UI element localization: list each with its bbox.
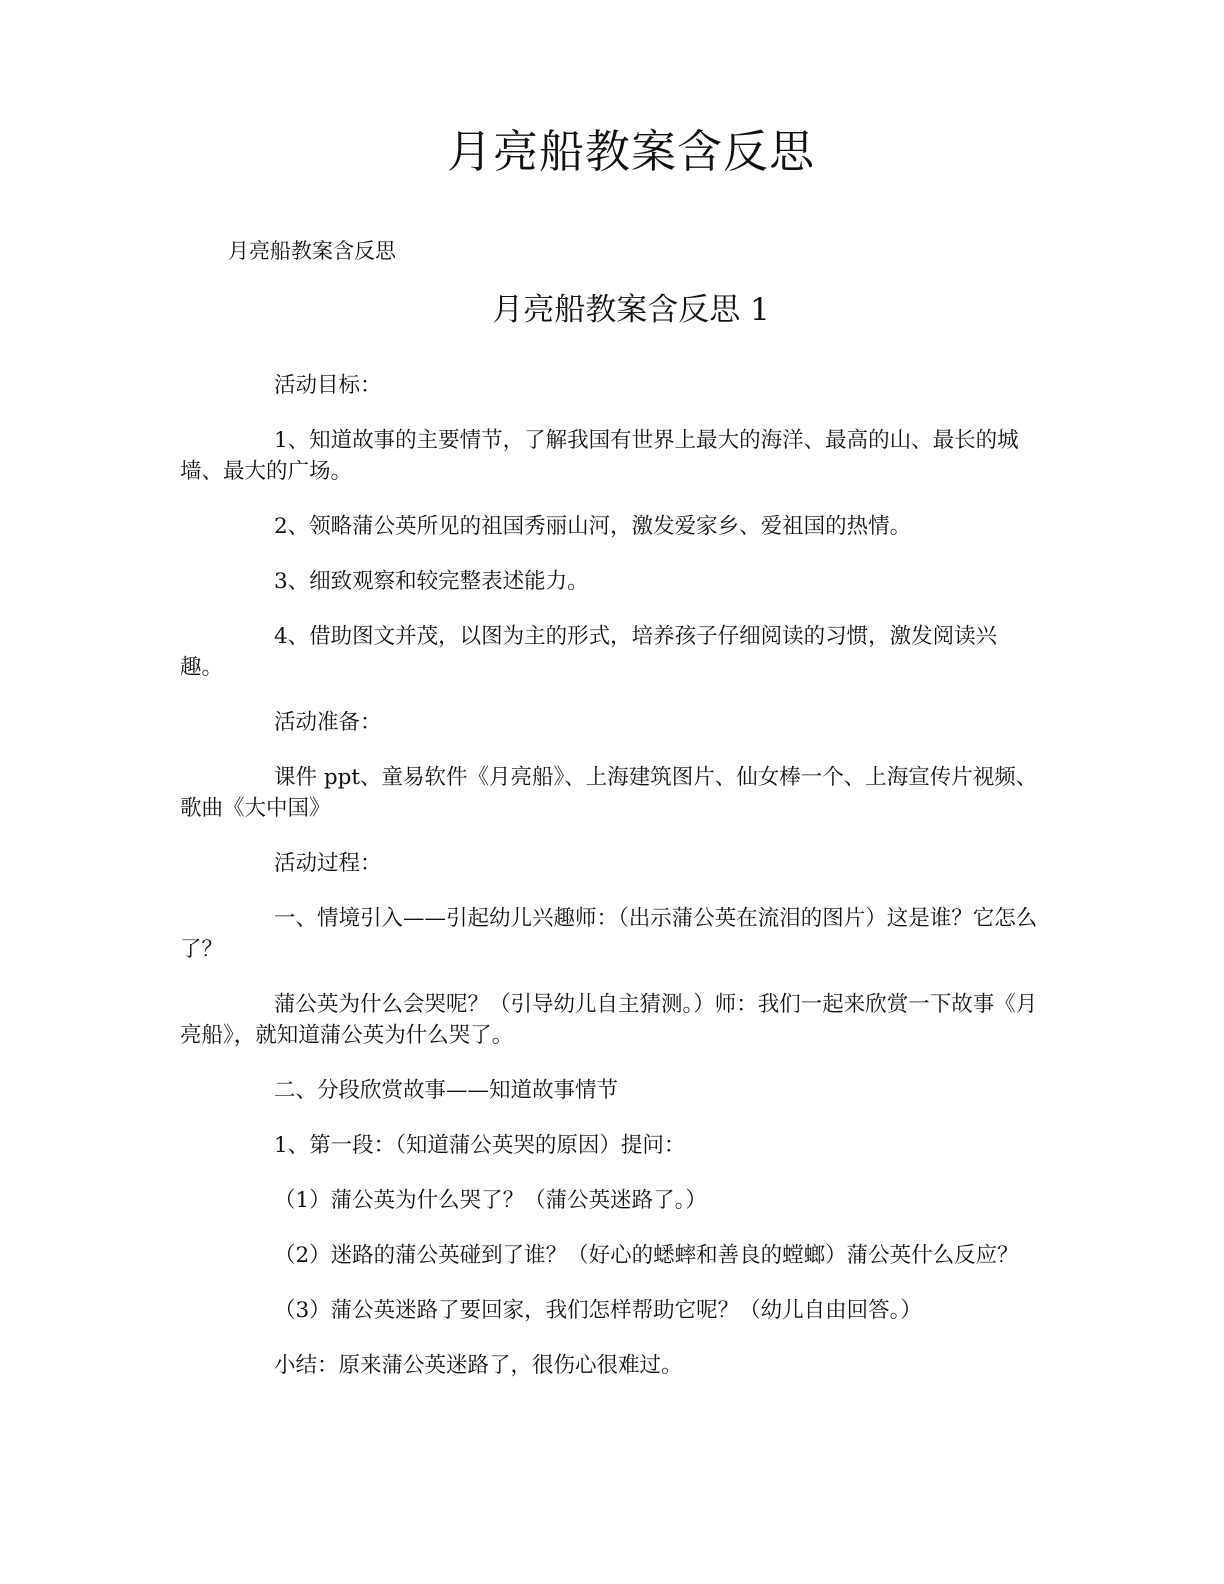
document-title: 月亮船教案含反思 [446, 125, 815, 178]
paragraph-question-2: （2）迷路的蒲公英碰到了谁？（好心的蟋蟀和善良的螳螂）蒲公英什么反应？ [274, 1243, 1019, 1268]
paragraph-step-2: 二、分段欣赏故事——知道故事情节 [274, 1078, 619, 1103]
paragraph-activity-goals-label: 活动目标： [274, 373, 382, 398]
paragraph-summary: 小结：原来蒲公英迷路了，很伤心很难过。 [274, 1353, 683, 1378]
paragraph-preparation-label: 活动准备： [274, 710, 382, 735]
paragraph-question-3: （3）蒲公英迷路了要回家，我们怎样帮助它呢？（幼儿自由回答。） [274, 1298, 922, 1323]
paragraph-step-1-detail: 蒲公英为什么会哭呢？（引导幼儿自主猜测。）师：我们一起来欣赏一下故事《月亮船》，就知道蒲公英为什么哭了。 [180, 992, 1038, 1048]
paragraph-preparation-items: 课件 ppt、童易软件《月亮船》、上海建筑图片、仙女棒一个、上海宣传片视频、歌曲《大中国》 [180, 765, 1038, 821]
document-subtitle: 月亮船教案含反思 [228, 239, 396, 263]
paragraph-step-1: 一、情境引入——引起幼儿兴趣师：（出示蒲公英在流泪的图片）这是谁？它怎么了？ [180, 906, 1038, 962]
paragraph-step-2-part-1: 1、第一段：（知道蒲公英哭的原因）提问： [274, 1133, 686, 1158]
paragraph-process-label: 活动过程： [274, 851, 382, 876]
section-heading: 月亮船教案含反思 1 [492, 292, 770, 328]
paragraph-goal-1: 1、知道故事的主要情节，了解我国有世界上最大的海洋、最高的山、最长的城墙、最大的广场。 [180, 428, 1019, 484]
paragraph-goal-2: 2、领略蒲公英所见的祖国秀丽山河，激发爱家乡、爱祖国的热情。 [274, 514, 912, 539]
paragraph-question-1: （1）蒲公英为什么哭了？（蒲公英迷路了。） [274, 1188, 707, 1213]
document-body [180, 370, 1040, 1405]
paragraph-goal-4: 4、借助图文并茂，以图为主的形式，培养孩子仔细阅读的习惯，激发阅读兴趣。 [180, 624, 998, 680]
paragraph-goal-3: 3、细致观察和较完整表述能力。 [274, 569, 589, 594]
